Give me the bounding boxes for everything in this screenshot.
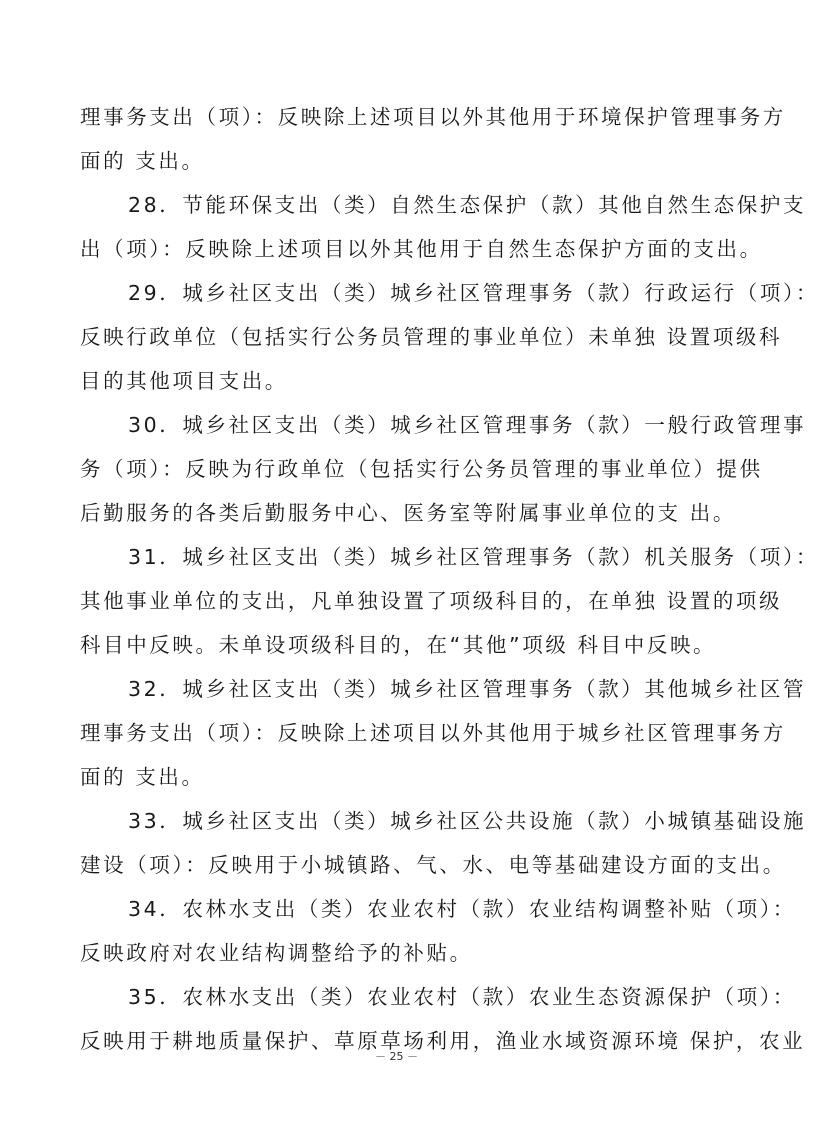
paragraph-30-start: 30．城乡社区支出（类）城乡社区管理事务（款）一般行政管理事 [128,413,807,437]
page-number: － 25 － [375,1050,418,1063]
text-line: 反映政府对农业结构调整给予的补贴。 [80,941,473,965]
text-line: 后勤服务的各类后勤服务中心、医务室等附属事业单位的支 出。 [80,501,736,525]
text-line: 出（项）：反映除上述项目以外其他用于自然生态保护方面的支出。 [80,237,763,261]
paragraph-33-start: 33．城乡社区支出（类）城乡社区公共设施（款）小城镇基础设施 [128,809,807,833]
paragraph-31-start: 31．城乡社区支出（类）城乡社区管理事务（款）机关服务（项）： [128,545,819,569]
text-line: 务（项）：反映为行政单位（包括实行公务员管理的事业单位）提供 [80,457,763,481]
text-line: 建设（项）：反映用于小城镇路、气、水、电等基础建设方面的支出。 [80,853,786,877]
text-line: 面的 支出。 [80,765,205,789]
text-line: 面的 支出。 [80,149,205,173]
paragraph-28-start: 28．节能环保支出（类）自然生态保护（款）其他自然生态保护支 [128,193,807,217]
text-line: 目的其他项目支出。 [80,369,288,393]
text-line: 其他事业单位的支出，凡单独设置了项级科目的，在单独 设置的项级 [80,589,783,613]
paragraph-32-start: 32．城乡社区支出（类）城乡社区管理事务（款）其他城乡社区管 [128,677,807,701]
paragraph-34-start: 34．农林水支出（类）农业农村（款）农业结构调整补贴（项）： [128,897,796,921]
paragraph-35-start: 35．农林水支出（类）农业农村（款）农业生态资源保护（项）： [128,985,796,1009]
text-line: 理事务支出（项）：反映除上述项目以外其他用于城乡社区管理事务方 [80,721,786,745]
text-line: 反映用于耕地质量保护、草原草场利用，渔业水域资源环境 保护，农业 [80,1029,806,1053]
text-line: 反映行政单位（包括实行公务员管理的事业单位）未单独 设置项级科 [80,325,783,349]
text-line: 理事务支出（项）：反映除上述项目以外其他用于环境保护管理事务方 [80,105,786,129]
text-line: 科目中反映。未单设项级科目的，在“其他”项级 科目中反映。 [80,633,717,657]
paragraph-29-start: 29．城乡社区支出（类）城乡社区管理事务（款）行政运行（项）： [128,281,819,305]
